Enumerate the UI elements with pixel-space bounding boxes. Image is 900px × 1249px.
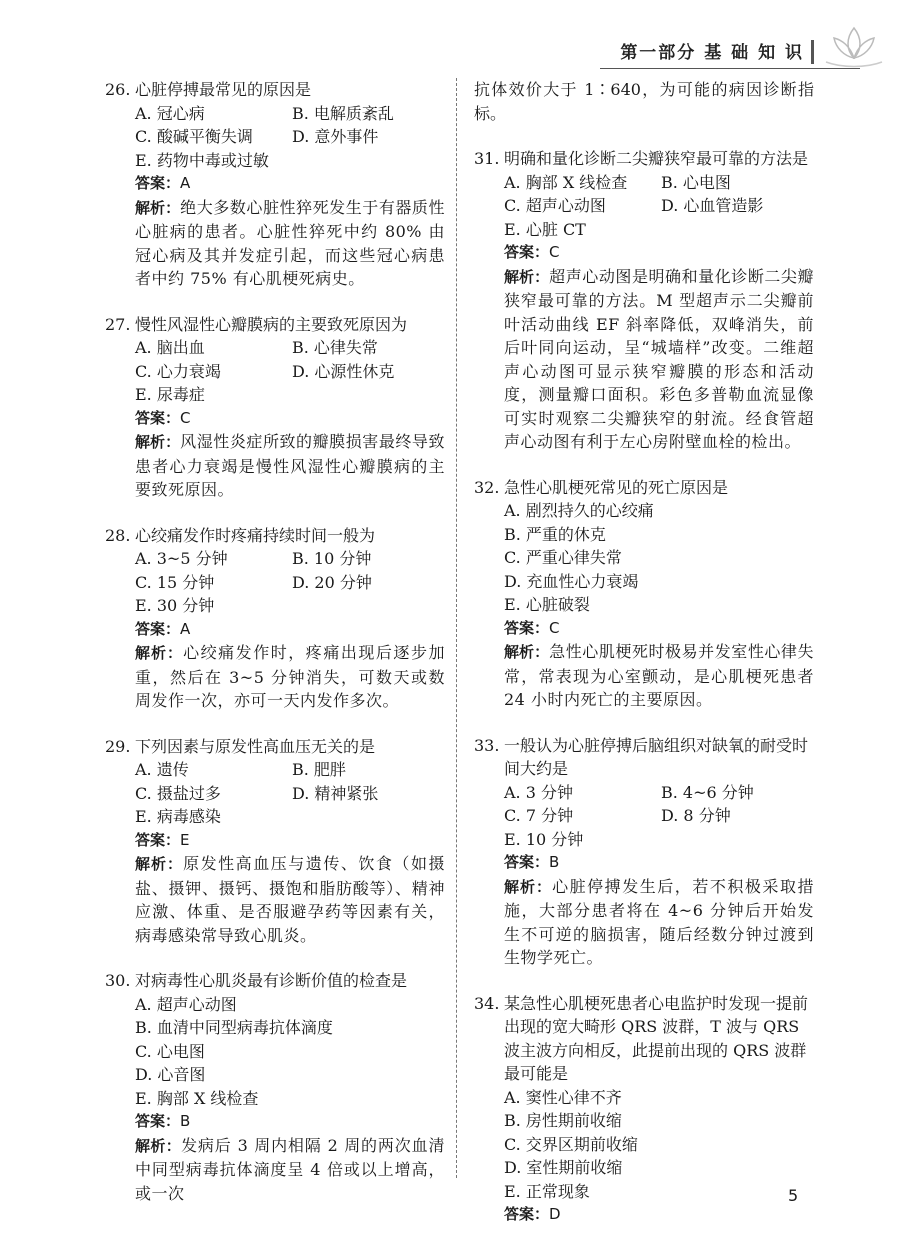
question-text: 心绞痛发作时疼痛持续时间一般为 (135, 525, 376, 545)
option: E. 药物中毒或过敏 (135, 150, 269, 170)
question-number: 31. (474, 149, 500, 168)
column-divider (456, 78, 457, 1178)
option: E. 30 分钟 (135, 596, 215, 615)
option: B. 4~6 分钟 (661, 782, 754, 802)
question-number: 26. (105, 80, 131, 99)
option: C. 超声心动图 (504, 196, 606, 215)
option: C. 心力衰竭 (135, 361, 221, 381)
header-bar (811, 40, 814, 64)
option-row (504, 1086, 814, 1110)
option: A. 剧烈持久的心绞痛 (504, 501, 654, 520)
option: D. 意外事件 (292, 127, 379, 146)
explanation-text: 原发性高血压与遗传、饮食（如摄盐、摄钾、摄钙、摄饱和脂肪酸等）、精神应激、体重、是否服避孕药等因素有关，病毒感染常导致心肌炎。 (135, 854, 445, 945)
option: B. 10 分钟 (292, 549, 372, 568)
answer-value: C (180, 408, 191, 427)
question-block (474, 147, 814, 454)
page-number: 5 (788, 1186, 799, 1205)
answer-line (105, 1110, 445, 1134)
question-block (105, 313, 445, 502)
option-row (504, 218, 814, 242)
answer-label: 答案： (504, 243, 550, 261)
answer-label: 答案： (135, 408, 181, 427)
option: A. 窦性心律不齐 (504, 1087, 622, 1107)
question-text: 明确和量化诊断二尖瓣狭窄最可靠的方法是 (504, 149, 809, 168)
explanation (474, 640, 814, 712)
option-row (504, 499, 814, 523)
explanation-label: 解析： (135, 433, 181, 451)
explanation (474, 875, 814, 970)
answer-value: B (549, 853, 560, 871)
question-number: 27. (105, 314, 131, 334)
explanation-label: 解析： (135, 644, 184, 662)
question-text: 急性心肌梗死常见的死亡原因是 (504, 477, 729, 497)
answer-value: D (549, 1205, 561, 1223)
option-row (135, 594, 445, 618)
option: A. 胸部 X 线检查 (504, 172, 628, 192)
option: A. 脑出血 (135, 338, 205, 357)
answer-line (105, 618, 445, 642)
option: B. 血清中同型病毒抗体滴度 (135, 1018, 333, 1037)
answer-line (105, 829, 445, 853)
left-column (105, 78, 445, 1227)
answer-label: 答案： (135, 174, 181, 192)
option: D. 心血管造影 (661, 196, 764, 215)
option: C. 心电图 (135, 1041, 205, 1061)
option: E. 心脏 CT (504, 219, 586, 239)
page-header (600, 20, 900, 78)
option: C. 酸碱平衡失调 (135, 127, 253, 146)
explanation-text: 超声心动图是明确和量化诊断二尖瓣狭窄最可靠的方法。M 型超声示二尖瓣前叶活动曲线 EF 斜率降低，双峰消失，前后叶同向运动，呈“城墙样”改变。二维超声心动图可显示狭窄瓣膜的形态和活动度，测量瓣口面积。彩色多普勒血流显像可实时观察二尖瓣狭窄的射流。经食管超声心动图有利于左心房附壁血栓的检出。 (504, 266, 814, 451)
question-stem (474, 992, 814, 1086)
option: A. 遗传 (135, 760, 189, 779)
explanation-label: 解析： (135, 198, 181, 217)
options-list (105, 993, 445, 1111)
option: A. 冠心病 (135, 103, 205, 123)
option: B. 严重的休克 (504, 524, 606, 544)
option: D. 充血性心力衰竭 (504, 571, 639, 591)
question-text: 一般认为心脏停搏后脑组织对缺氧的耐受时间大约是 (504, 735, 809, 778)
question-stem (105, 969, 445, 993)
option: B. 肥胖 (292, 760, 346, 779)
options-list (105, 102, 445, 173)
right-column (474, 78, 814, 1249)
option-row (135, 360, 445, 384)
option-row (504, 804, 814, 828)
question-stem (105, 78, 445, 102)
question-text: 对病毒性心肌炎最有诊断价值的检查是 (135, 971, 408, 990)
explanation-label: 解析： (504, 877, 553, 896)
answer-label: 答案： (504, 618, 550, 637)
question-number: 29. (105, 736, 131, 756)
question-stem (474, 147, 814, 171)
answer-label: 答案： (504, 853, 550, 871)
option: D. 心源性休克 (292, 361, 395, 381)
option: D. 室性期前收缩 (504, 1158, 623, 1177)
explanation-label: 解析： (135, 1136, 182, 1155)
option-row (135, 993, 445, 1017)
explanation-label: 解析： (504, 267, 550, 286)
explanation (105, 1134, 445, 1206)
question-block (105, 524, 445, 713)
explanation-text: 风湿性炎症所致的瓣膜损害最终导致患者心力衰竭是慢性风湿性心瓣膜病的主要致死原因。 (135, 432, 445, 499)
question-stem (105, 735, 445, 759)
options-list (105, 336, 445, 407)
question-text: 心脏停搏最常见的原因是 (135, 80, 312, 99)
question-stem (474, 476, 814, 500)
option: D. 精神紧张 (292, 783, 379, 803)
explanation (105, 852, 445, 947)
answer-value: A (180, 174, 191, 192)
options-list (474, 499, 814, 617)
option-row (504, 570, 814, 594)
option-row (135, 805, 445, 829)
option-row (504, 171, 814, 195)
question-block (105, 78, 445, 291)
option: C. 15 分钟 (135, 572, 215, 592)
option: A. 3~5 分钟 (135, 549, 228, 568)
option: E. 病毒感染 (135, 807, 221, 826)
option-row (504, 194, 814, 218)
option-row (504, 828, 814, 852)
answer-value: C (549, 618, 560, 637)
option-row (504, 593, 814, 617)
option-row (504, 1109, 814, 1133)
answer-line (474, 617, 814, 641)
answer-value: A (180, 619, 191, 638)
option: D. 8 分钟 (661, 806, 731, 825)
header-title: 第一部分 基 础 知 识 (620, 43, 804, 63)
explanation-text: 心绞痛发作时，疼痛出现后逐步加重，然后在 3~5 分钟消失，可数天或数周发作一次，亦可一天内发作多次。 (135, 643, 445, 710)
option: C. 交界区期前收缩 (504, 1134, 638, 1154)
option-row (135, 102, 445, 126)
options-list (105, 547, 445, 618)
question-number: 32. (474, 477, 500, 497)
option: E. 心脏破裂 (504, 595, 590, 614)
question-number: 34. (474, 993, 500, 1013)
option-row (135, 547, 445, 571)
option-row (135, 125, 445, 149)
header-rule (600, 68, 860, 69)
answer-label: 答案： (135, 619, 181, 638)
question-number: 28. (105, 525, 131, 545)
option-row (135, 782, 445, 806)
explanation-text: 心脏停搏发生后，若不积极采取措施，大部分患者将在 4~6 分钟后开始发生不可逆的脑损害，随后经数分钟过渡到生物学死亡。 (504, 876, 814, 967)
option: D. 20 分钟 (292, 572, 372, 592)
answer-line (105, 407, 445, 431)
option-row (135, 383, 445, 407)
answer-line (105, 172, 445, 196)
explanation-text: 发病后 3 周内相隔 2 周的两次血清中同型病毒抗体滴度呈 4 倍或以上增高，或一次 (135, 1135, 445, 1203)
option-row (135, 758, 445, 782)
options-list (474, 171, 814, 242)
question-number: 30. (105, 971, 131, 990)
explanation-text: 急性心肌梗死时极易并发室性心律失常，常表现为心室颤动，是心肌梗死患者 24 小时内死亡的主要原因。 (504, 642, 814, 709)
question-text: 某急性心肌梗死患者心电监护时发现一提前出现的宽大畸形 QRS 波群，T 波与 QRS 波主波方向相反，此提前出现的 QRS 波群最可能是 (504, 993, 809, 1083)
option-row (135, 571, 445, 595)
option-row (135, 1040, 445, 1064)
option: C. 7 分钟 (504, 806, 574, 825)
option-row (135, 1063, 445, 1087)
answer-label: 答案： (504, 1205, 550, 1223)
option: E. 10 分钟 (504, 829, 584, 849)
option-row (504, 781, 814, 805)
answer-label: 答案： (135, 1112, 181, 1130)
option: B. 电解质紊乱 (292, 103, 394, 123)
option-row (504, 1133, 814, 1157)
option: C. 严重心律失常 (504, 548, 622, 567)
option-row (504, 1156, 814, 1180)
options-list (474, 1086, 814, 1204)
answer-label: 答案： (135, 830, 181, 849)
explanation (105, 641, 445, 713)
explanation-text: 绝大多数心脏性猝死发生于有器质性心脏病的患者。心脏性猝死中约 80% 由冠心病及其并发症引起，而这些冠心病患者中约 75% 有心肌梗死病史。 (135, 197, 445, 288)
question-block (105, 969, 445, 1205)
question-block (474, 992, 814, 1227)
question-block (474, 734, 814, 970)
option-row (504, 1180, 814, 1204)
options-list (105, 758, 445, 829)
answer-line (474, 851, 814, 875)
options-list (474, 781, 814, 852)
option-row (504, 546, 814, 570)
question-stem (105, 313, 445, 337)
question-stem (474, 734, 814, 781)
question-text: 下列因素与原发性高血压无关的是 (135, 736, 376, 756)
continued-explanation: 抗体效价大于 1∶640，为可能的病因诊断指标。 (474, 80, 814, 123)
option: C. 摄盐过多 (135, 783, 221, 803)
explanation (105, 196, 445, 291)
question-stem (105, 524, 445, 548)
option-row (135, 149, 445, 173)
option: B. 心律失常 (292, 338, 378, 357)
option-row (504, 523, 814, 547)
option: E. 胸部 X 线检查 (135, 1088, 259, 1108)
option: E. 正常现象 (504, 1181, 590, 1201)
option: A. 超声心动图 (135, 994, 237, 1014)
explanation (474, 265, 814, 454)
question-block (105, 735, 445, 948)
answer-line (474, 241, 814, 265)
option: B. 心电图 (661, 172, 731, 192)
explanation-label: 解析： (135, 855, 184, 873)
answer-value: E (180, 830, 190, 849)
lotus-logo-icon (822, 22, 886, 70)
question-number: 33. (474, 735, 500, 755)
option-row (135, 1016, 445, 1040)
option-row (135, 336, 445, 360)
answer-value: B (180, 1112, 191, 1130)
explanation-label: 解析： (504, 643, 550, 661)
option-row (135, 1087, 445, 1111)
question-text: 慢性风湿性心瓣膜病的主要致死原因为 (135, 314, 408, 334)
question-block (474, 476, 814, 712)
explanation (105, 430, 445, 502)
answer-value: C (549, 243, 560, 261)
option: E. 尿毒症 (135, 385, 205, 404)
option: D. 心音图 (135, 1065, 206, 1084)
option: A. 3 分钟 (504, 782, 573, 802)
option: B. 房性期前收缩 (504, 1111, 622, 1130)
answer-line (474, 1203, 814, 1227)
